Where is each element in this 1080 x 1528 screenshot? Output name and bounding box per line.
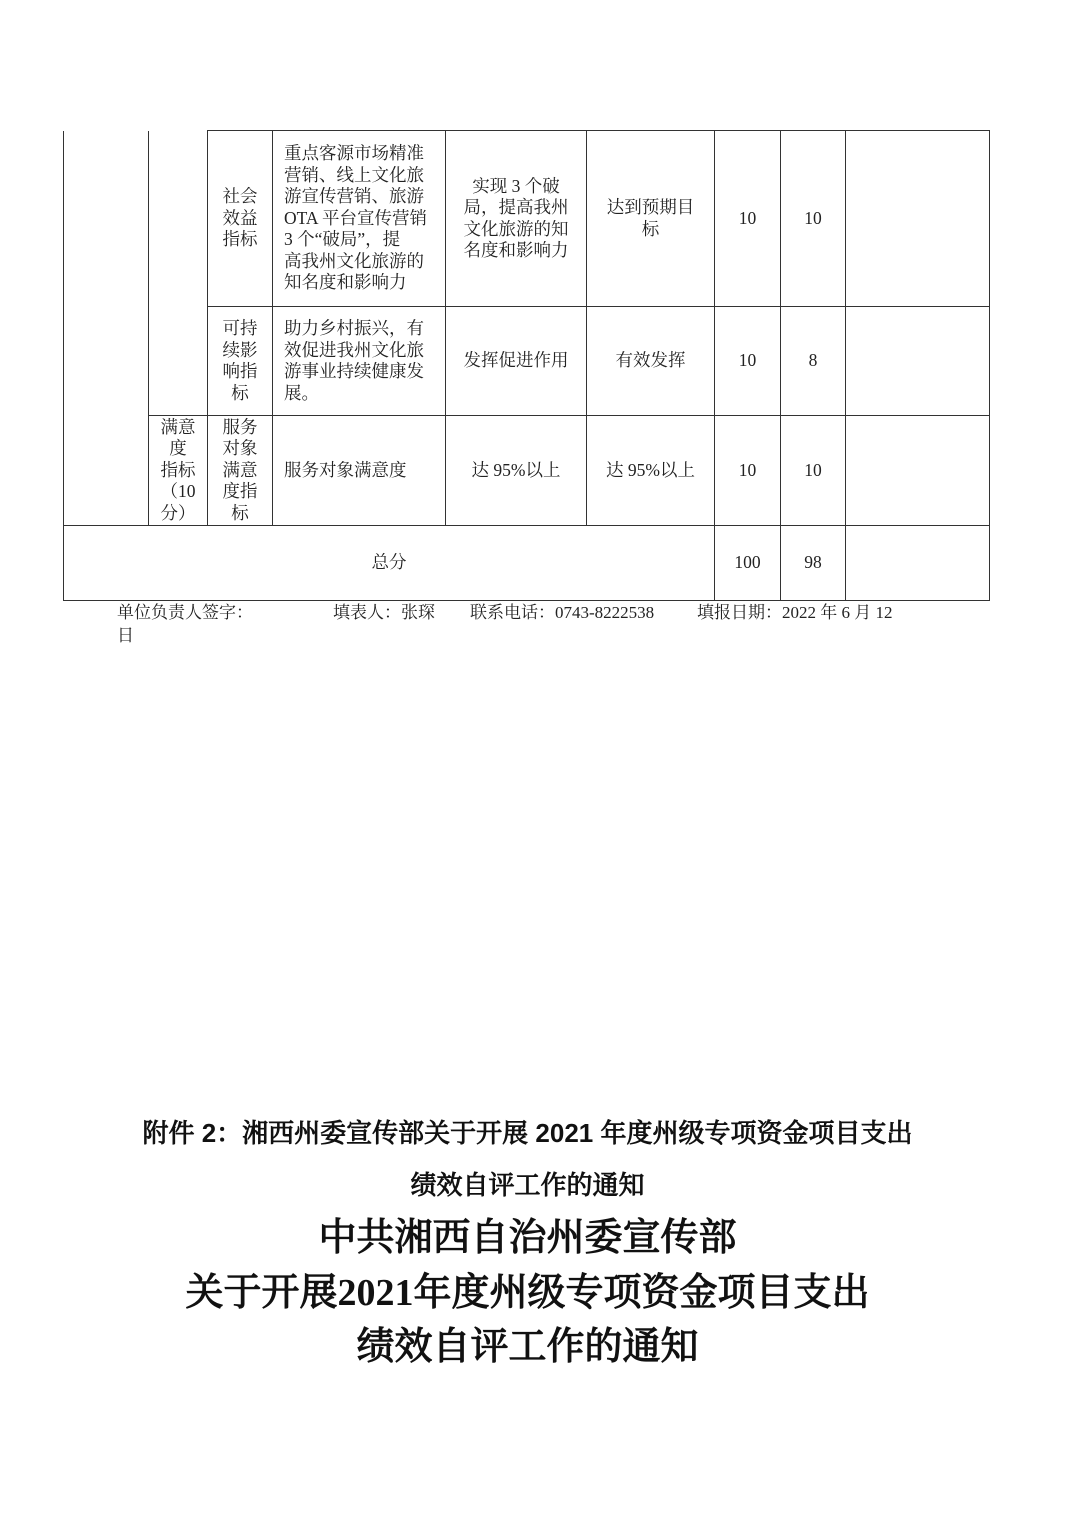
actual-value-cell: 达到预期目 标	[587, 131, 715, 307]
target-value-cell: 实现 3 个破 局，提高我州 文化旅游的知 名度和影响力	[446, 131, 587, 307]
remark-cell	[846, 307, 990, 416]
indicator-content-cell: 重点客源市场精准 营销、线上文化旅 游宣传营销、旅游 OTA 平台宣传营销 3 个“破局”，提 高我州文化旅游的 知名度和影响力	[273, 131, 446, 307]
filler-name: 填表人：张琛	[333, 603, 435, 622]
actual-value-cell: 达 95%以上	[587, 416, 715, 526]
total-row	[64, 526, 990, 601]
remark-cell	[846, 131, 990, 307]
contact-phone: 联系电话：0743-8222538	[470, 603, 655, 622]
title-line: 关于开展2021年度州级专项资金项目支出	[185, 1271, 870, 1314]
indicator-level1-cell	[64, 131, 149, 526]
performance-indicator-table	[63, 130, 990, 601]
title-line: 中共湘西自治州委宣传部	[318, 1217, 737, 1259]
indicator-level3-cell: 社会 效益 指标	[208, 131, 273, 307]
table-row	[64, 131, 990, 307]
indicator-level3-cell: 可持 续影 响指 标	[208, 307, 273, 416]
attachment-heading	[120, 1107, 935, 1211]
page-title	[120, 1211, 935, 1375]
total-score-cell: 98	[781, 526, 846, 601]
fill-date-continuation: 日	[117, 626, 134, 645]
score-cell: 10	[781, 131, 846, 307]
remark-cell	[846, 526, 990, 601]
attachment-heading-line: 附件 2：湘西州委宣传部关于开展 2021 年度州级专项资金项目支出	[142, 1118, 913, 1148]
weight-cell: 10	[715, 416, 781, 526]
table-row	[64, 416, 990, 526]
total-label-cell: 总分	[64, 526, 715, 601]
indicator-level3-cell: 服务 对象 满意 度指 标	[208, 416, 273, 526]
weight-cell: 10	[715, 131, 781, 307]
weight-cell: 10	[715, 307, 781, 416]
attachment-heading-line: 绩效自评工作的通知	[410, 1170, 645, 1200]
actual-value-cell: 有效发挥	[587, 307, 715, 416]
indicator-content-cell: 助力乡村振兴，有 效促进我州文化旅 游事业持续健康发 展。	[273, 307, 446, 416]
indicator-content-cell: 服务对象满意度	[273, 416, 446, 526]
score-cell: 8	[781, 307, 846, 416]
title-line: 绩效自评工作的通知	[356, 1326, 699, 1368]
score-cell: 10	[781, 416, 846, 526]
indicator-level2-cell	[149, 131, 208, 416]
fill-date: 填报日期：2022 年 6 月 12	[697, 603, 893, 622]
total-weight-cell: 100	[715, 526, 781, 601]
remark-cell	[846, 416, 990, 526]
signer-label: 单位负责人签字：	[117, 603, 253, 622]
target-value-cell: 发挥促进作用	[446, 307, 587, 416]
target-value-cell: 达 95%以上	[446, 416, 587, 526]
indicator-level2-cell: 满意 度 指标 （10 分）	[149, 416, 208, 526]
